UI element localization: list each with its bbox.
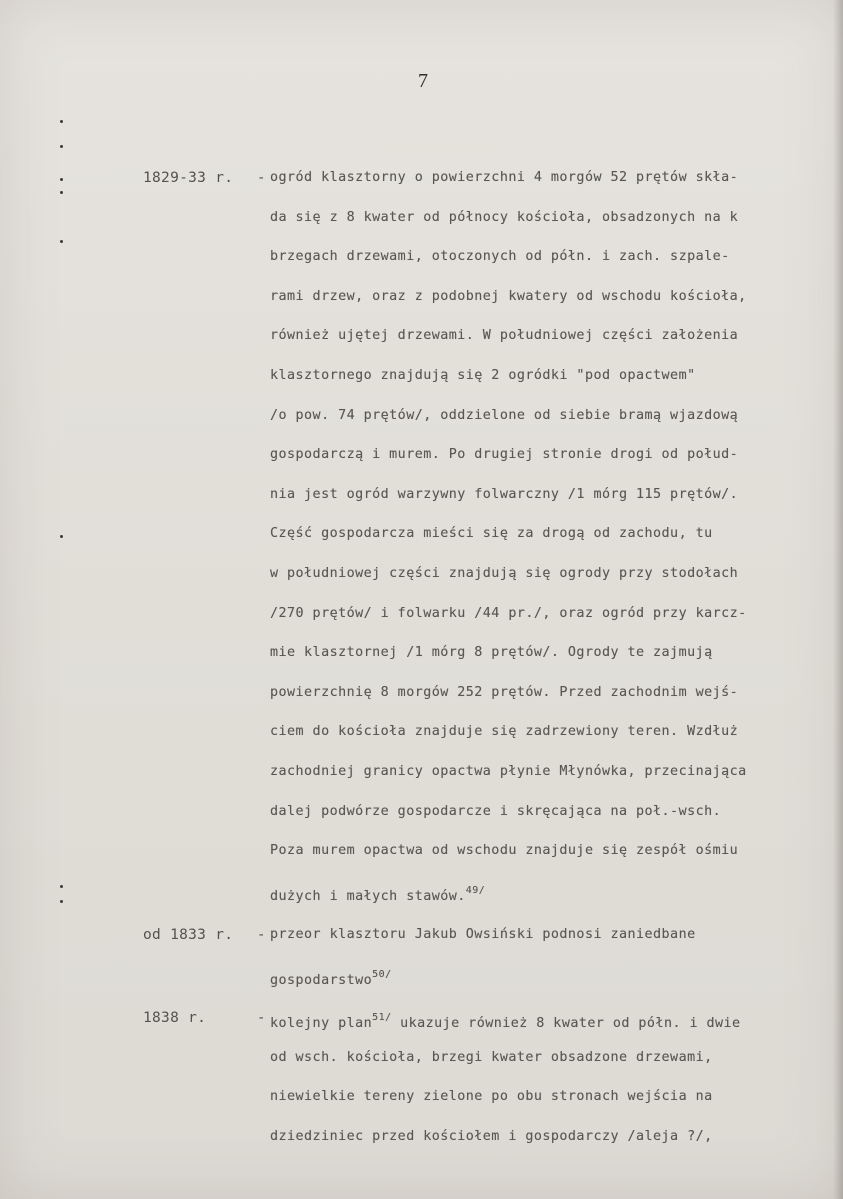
- text-line: mie klasztornej /1 mórg 8 prętów/. Ogrody te zajmują: [270, 645, 713, 661]
- text-line: ciem do kościoła znajduje się zadrzewiony teren. Wzdłuż: [270, 724, 739, 740]
- punch-hole: [60, 240, 63, 243]
- text-line: ogród klasztorny o powierzchni 4 morgów 52 prętów skła-: [270, 170, 739, 185]
- text-line: powierzchnię 8 morgów 252 prętów. Przed zachodnim wejś-: [270, 684, 739, 700]
- text-line: dziedziniec przed kościołem i gospodarczy /aleja ?/,: [270, 1128, 713, 1144]
- text-line: brzegach drzewami, otoczonych od półn. i zach. szpale-: [270, 249, 730, 265]
- entry-date: 1838 r.: [143, 1010, 207, 1026]
- entry-dash: -: [257, 927, 266, 943]
- punch-hole: [60, 900, 63, 903]
- text-line-content: gospodarstwo: [270, 972, 373, 988]
- text-line-suffix: ukazuje również 8 kwater od półn. i dwie: [391, 1016, 741, 1031]
- punch-hole: [60, 178, 63, 181]
- text-line: Poza murem opactwa od wschodu znajduje się zespół ośmiu: [270, 843, 739, 859]
- text-line: w południowej części znajdują się ogrody przy stodołach: [270, 565, 739, 581]
- text-line: Część gospodarcza mieści się za drogą od zachodu, tu: [270, 526, 713, 542]
- footnote-ref: 51/: [372, 1012, 392, 1023]
- entry-dash: -: [257, 170, 266, 186]
- text-line: gospodarczą i murem. Po drugiej stronie drogi od połud-: [270, 447, 739, 463]
- entry-text: [270, 168, 840, 920]
- entry-date: od 1833 r.: [143, 927, 234, 943]
- text-line-prefix: kolejny plan: [270, 1016, 373, 1031]
- entry-text: [270, 1008, 840, 1166]
- text-line: nia jest ogród warzywny folwarczny /1 mórg 115 prętów/.: [270, 486, 739, 502]
- text-line: /270 prętów/ i folwarku /44 pr./, oraz ogród przy karcz-: [270, 605, 747, 621]
- punch-hole: [60, 535, 63, 538]
- text-line: również ujętej drzewami. W południowej części założenia: [270, 328, 739, 344]
- text-line: [270, 1008, 840, 1048]
- text-line: od wsch. kościoła, brzegi kwater obsadzone drzewami,: [270, 1049, 713, 1065]
- punch-hole: [60, 120, 63, 123]
- entry-text: [270, 925, 840, 1004]
- text-line: [270, 881, 840, 921]
- text-line-content: dużych i małych stawów.: [270, 888, 466, 904]
- text-line: zachodniej granicy opactwa płynie Młynówka, przecinająca: [270, 763, 747, 779]
- punch-hole: [60, 885, 63, 888]
- text-line: /o pow. 74 prętów/, oddzielone od siebie bramą wjazdową: [270, 407, 739, 423]
- text-line: dalej podwórze gospodarcze i skręcająca na poł.-wsch.: [270, 803, 722, 819]
- entry-date: 1829-33 r.: [143, 170, 234, 186]
- punch-hole: [60, 191, 63, 194]
- text-line: da się z 8 kwater od północy kościoła, obsadzonych na k: [270, 209, 739, 225]
- entry-dash: -: [257, 1010, 266, 1026]
- text-line: niewielkie tereny zielone po obu stronach wejścia na: [270, 1089, 713, 1105]
- page-edge-shadow: [833, 0, 843, 1199]
- footnote-ref: 50/: [372, 968, 392, 980]
- punch-hole: [60, 145, 63, 148]
- text-line: przeor klasztoru Jakub Owsiński podnosi zaniedbane: [270, 927, 696, 942]
- text-line: klasztornego znajdują się 2 ogródki "pod opactwem": [270, 367, 696, 383]
- text-line: rami drzew, oraz z podobnej kwatery od wschodu kościoła,: [270, 288, 747, 304]
- footnote-ref: 49/: [465, 884, 486, 896]
- page-number: 7: [418, 70, 428, 92]
- text-line: [270, 965, 840, 1005]
